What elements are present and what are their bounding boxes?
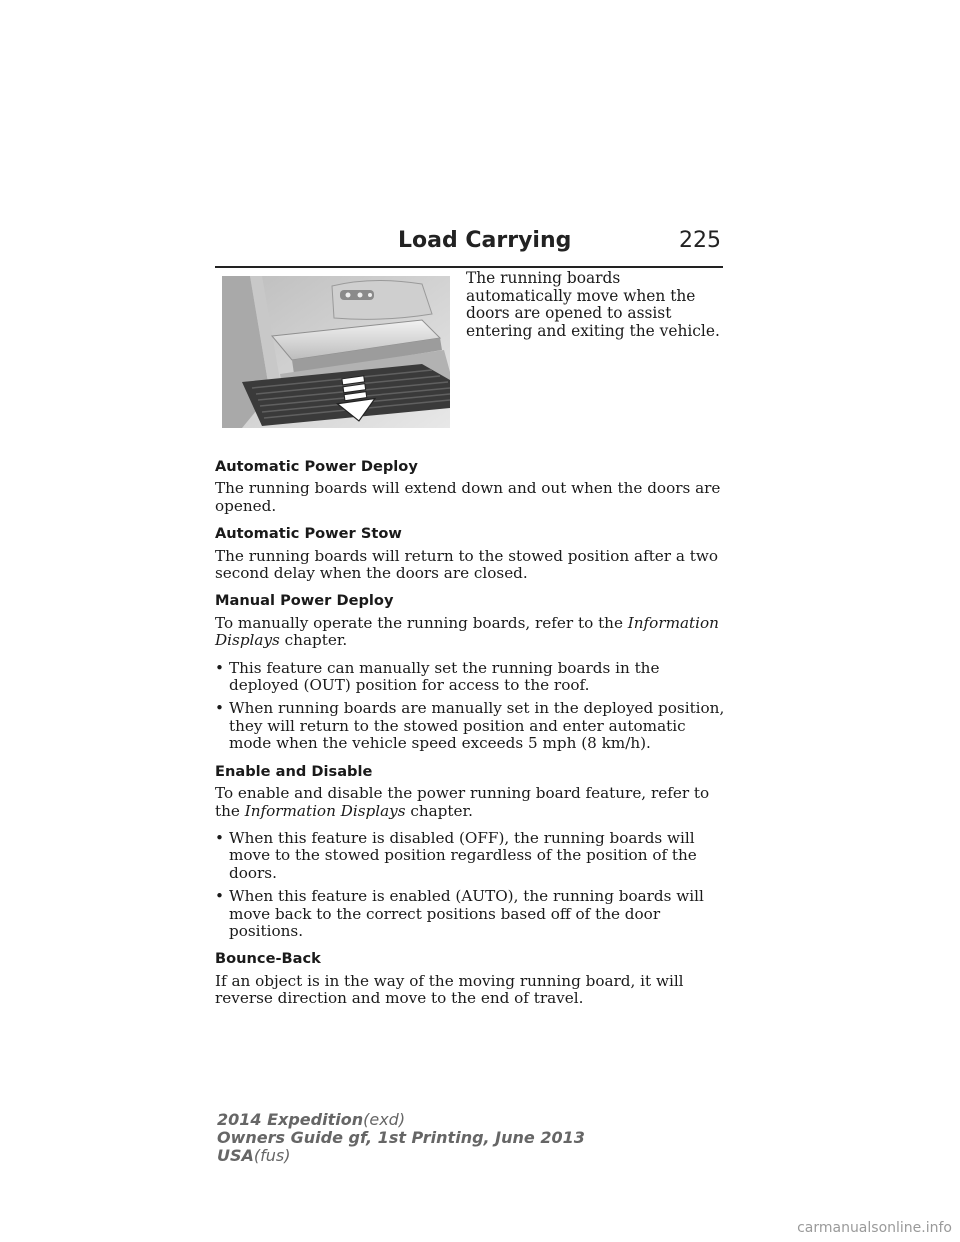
page-title: Load Carrying bbox=[398, 228, 572, 253]
chapter-reference: Information Displays bbox=[215, 613, 719, 650]
paragraph-bounce-back: If an object is in the way of the moving running board, it will reverse direction and move to the end of travel. bbox=[215, 971, 684, 1008]
list-item-text: When running boards are manually set in the deployed position, they will return to the stowed position and enter automatic mode when the vehicle speed exceeds 5 mph (8 km/h). bbox=[229, 699, 725, 753]
list-item bbox=[215, 660, 727, 695]
paragraph-automatic-power-deploy: The running boards will extend down and out when the doors are opened. bbox=[215, 479, 721, 515]
bullet-icon: • bbox=[215, 887, 224, 906]
heading-bounce-back: Bounce-Back bbox=[215, 950, 321, 968]
list-item bbox=[215, 888, 727, 940]
heading-manual-power-deploy: Manual Power Deploy bbox=[215, 592, 394, 610]
page-number: 225 bbox=[679, 228, 721, 253]
footer-line bbox=[217, 1147, 585, 1165]
list-item-text: This feature can manually set the running boards in the deployed (OUT) position for access to the roof. bbox=[229, 658, 660, 695]
intro-text: The running boards automatically move when the doors are opened to assist entering and exiting the vehicle. bbox=[466, 269, 720, 340]
bullet-icon: • bbox=[215, 828, 224, 847]
list-item bbox=[215, 830, 727, 882]
heading-enable-and-disable: Enable and Disable bbox=[215, 762, 373, 780]
watermark-link[interactable]: carmanualsonline.info bbox=[797, 1220, 952, 1236]
footer-market-code: (fus) bbox=[253, 1146, 291, 1165]
page-header bbox=[215, 228, 723, 268]
list-item-text: When this feature is enabled (AUTO), the running boards will move back to the correct positions based off of the door positions. bbox=[229, 887, 704, 940]
footer-model: 2014 Expedition bbox=[217, 1110, 364, 1129]
paragraph-text: chapter. bbox=[405, 801, 473, 820]
footer-market: USA bbox=[217, 1146, 254, 1165]
bullet-list-enable-and-disable bbox=[215, 830, 727, 940]
footer-line bbox=[217, 1129, 585, 1147]
bullet-icon: • bbox=[215, 699, 224, 718]
list-item bbox=[215, 700, 727, 752]
paragraph-text: chapter. bbox=[279, 631, 348, 650]
bullet-list-manual-power-deploy bbox=[215, 660, 727, 753]
paragraph-text: To enable and disable the power running board feature, refer to the bbox=[215, 784, 710, 820]
heading-automatic-power-stow: Automatic Power Stow bbox=[215, 525, 402, 543]
running-board-deploy-icon bbox=[222, 276, 450, 428]
paragraph-automatic-power-stow: The running boards will return to the stowed position after a two second delay when the doors are closed. bbox=[215, 546, 719, 583]
paragraph-text: To manually operate the running boards, refer to the bbox=[215, 613, 628, 632]
document-footer bbox=[217, 1111, 585, 1165]
paragraph-enable-and-disable bbox=[215, 785, 727, 820]
paragraph-manual-power-deploy bbox=[215, 615, 727, 650]
footer-line bbox=[217, 1111, 585, 1129]
heading-automatic-power-deploy: Automatic Power Deploy bbox=[215, 458, 418, 475]
list-item-text: When this feature is disabled (OFF), the running boards will move to the stowed position regardless of the position of the doors. bbox=[229, 828, 697, 882]
running-board-illustration bbox=[222, 276, 450, 428]
page-body bbox=[215, 458, 727, 1018]
chapter-reference: Information Displays bbox=[244, 801, 406, 820]
bullet-icon: • bbox=[215, 658, 224, 677]
footer-printing: Owners Guide gf, 1st Printing, June 2013 bbox=[217, 1128, 585, 1147]
footer-model-code: (exd) bbox=[363, 1110, 406, 1129]
